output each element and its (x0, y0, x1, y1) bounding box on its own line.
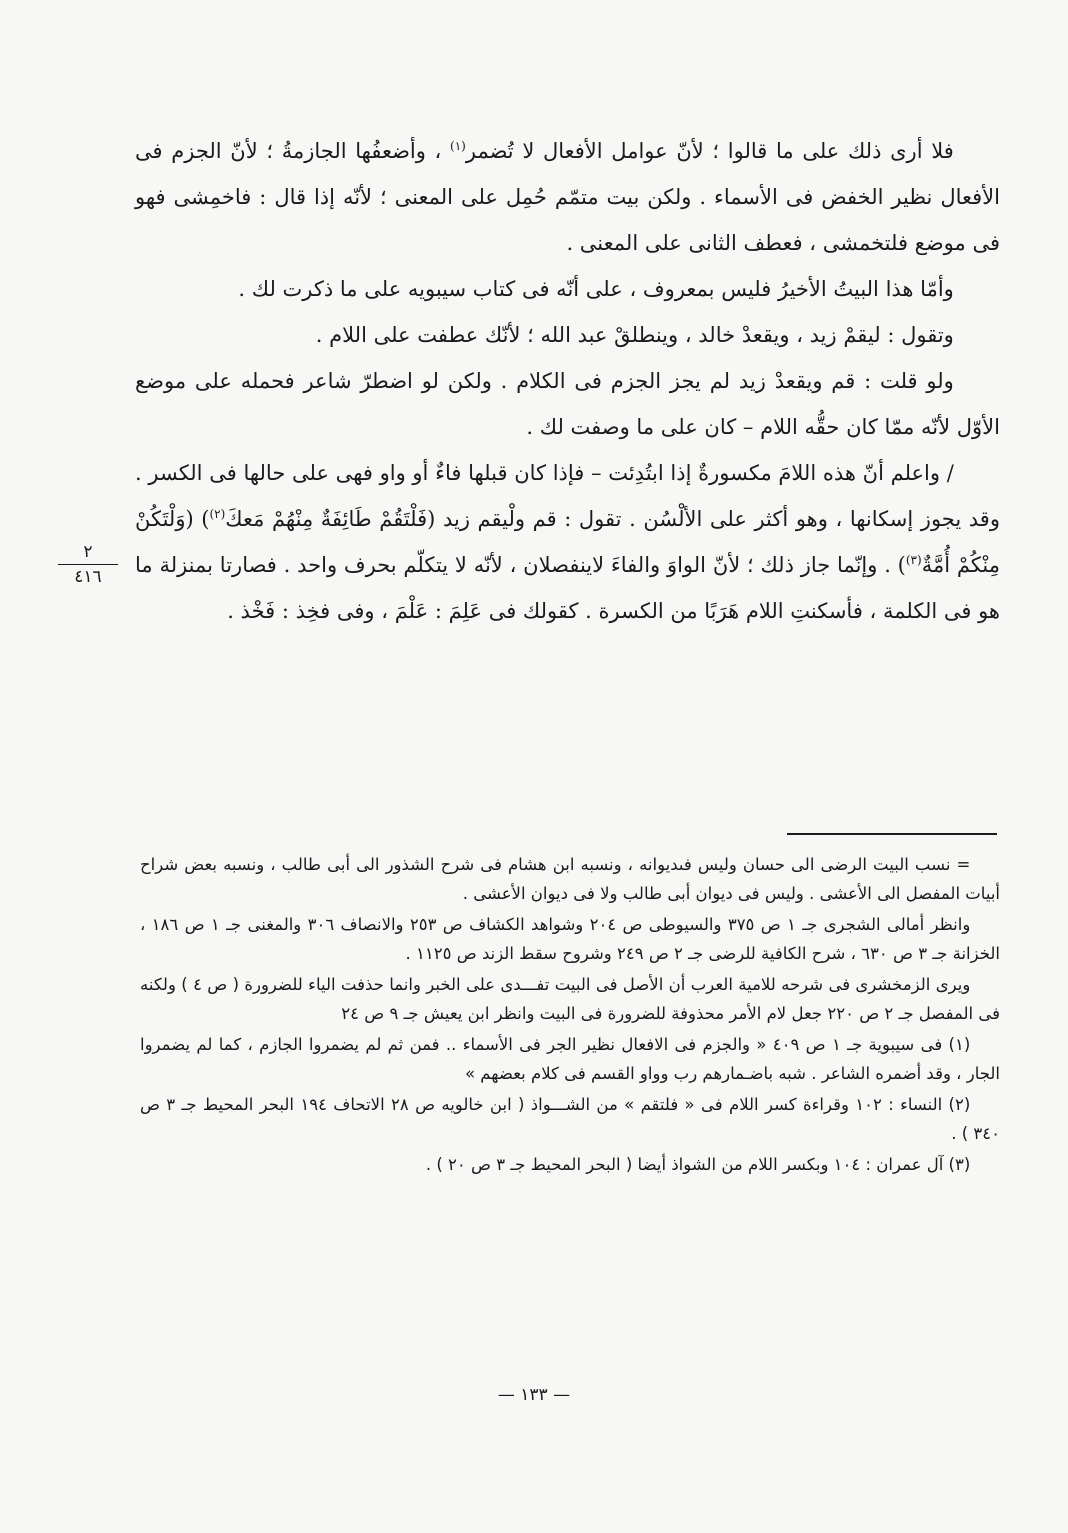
footnote-ref-1: (١) (450, 139, 466, 153)
footnote-ref-2: (٢) (209, 507, 226, 521)
footnote-2: (٢) النساء : ١٠٢ وقراءة كسر اللام فى « فلتقم » من الشـــواذ ( ابن خالويه ص ٢٨ الاتحاف ١٩٤ البحر المحيط جـ ٣ ص ٣٤٠ ) . (140, 1095, 1000, 1143)
footnote-separator (787, 833, 997, 835)
footnote-ref-3: (٣) (905, 553, 922, 567)
main-text (135, 128, 1000, 634)
paragraph-5: / واعلم أنّ هذه اللامَ مكسورةٌ إذا ابتُدِئت – فإذا كان قبلها فاءٌ أو واو فهى على حالها فى الكسر . وقد يجوز إسكانها ، وهو أكثر على الألْسُن . تقول : قم ولْيقم زيد (فَلْتَقُمْ طَائِفَةٌ مِنْهُمْ مَعكَ$^{(٢)}$) (وَلْتَكُنْ مِنْكُمْ أُمَّةٌ$^{(٣)}$) . وإنّما جاز ذلك ؛ لأنّ الواوَ والفاءَ لاينفصلان ، لأنّه لا يتكلّم بحرف واحد . فصارتا بمنزلة ما هو فى الكلمة ، فأسكنتِ اللام هَرَبًا من الكسرة . كقولك فى عَلِمَ : عَلْمَ ، وفى فخِذ : فَخْذ . (135, 461, 1000, 623)
footnote-references: وانظر أمالى الشجرى جـ ١ ص ٣٧٥ والسيوطى ص ٢٠٤ وشواهد الكشاف ص ٢٥٣ والانصاف ٣٠٦ والمغنى جـ ١ ص ١٨٦ ، الخزانة جـ ٣ ص ٦٣٠ ، شرح الكافية للرضى جـ ٢ ص ٢٤٩ وشروح سقط الزند ص ١١٢٥ . (140, 915, 1000, 963)
footnote-zamakhshari: ويرى الزمخشرى فى شرحه للامية العرب أن الأصل فى البيت تفـــدى على الخبر وانما حذفت الياء للضرورة ( ص ٤ ) ولكنه فى المفصل جـ ٢ ص ٢٢٠ جعل لام الأمر محذوفة للضرورة فى البيت وانظر ابن يعيش جـ ٩ ص ٢٤ (140, 975, 1000, 1023)
footnote-3: (٣) آل عمران : ١٠٤ وبكسر اللام من الشواذ أيضا ( البحر المحيط جـ ٣ ص ٢٠ ) . (425, 1155, 971, 1174)
paragraph-1: فلا أرى ذلك على ما قالوا ؛ لأنّ عوامل الأفعال لا تُضمر$^{(١)}$ ، وأضعفُها الجازمةُ ؛ لأنّ الجزم فى الأفعال نظير الخفض فى الأسماء . ولكن بيت متمّم حُمِل على المعنى ؛ لأنّه إذا قال : فاخمِشى فهو فى موضع فلتخمشى ، فعطف الثانى على المعنى . (135, 139, 1000, 255)
paragraph-3: وتقول : ليقمْ زيد ، ويقعدْ خالد ، وينطلقْ عبد الله ؛ لأنّك عطفت على اللام . (315, 323, 954, 347)
footnote-continued: = نسب البيت الرضى الى حسان وليس فىديوانه ، ونسبه ابن هشام فى شرح الشذور الى أبى طالب ، ونسبه بعض شراح أبيات المفصل الى الأعشى . وليس فى ديوان أبى طالب ولا فى ديوان الأعشى . (140, 855, 1000, 903)
footnote-1: (١) فى سيبوية جـ ١ ص ٤٠٩ « والجزم فى الافعال نظير الجر فى الأسماء .. فمن ثم لم يضمروا الجازم ، كما لم يضمروا الجار ، وقد أضمره الشاعر . شبه باضـمارهم رب وواو القسم فى كلام بعضهم » (140, 1035, 1000, 1083)
margin-volume-number: ٢ (58, 540, 118, 565)
paragraph-4: ولو قلت : قم ويقعدْ زيد لم يجز الجزم فى الكلام . ولكن لو اضطرّ شاعر فحمله على موضع الأوّل لأنّه ممّا كان حقُّه اللام – كان على ما وصفت لك . (135, 369, 1000, 439)
margin-page-reference (58, 540, 118, 589)
footnotes (140, 850, 1000, 1181)
margin-page-number: ٤١٦ (74, 567, 102, 587)
paragraph-2: وأمّا هذا البيتُ الأخيرُ فليس بمعروف ، على أنّه فى كتاب سيبويه على ما ذكرت لك . (238, 277, 954, 301)
page-number: — ١٣٣ — (497, 1385, 571, 1405)
